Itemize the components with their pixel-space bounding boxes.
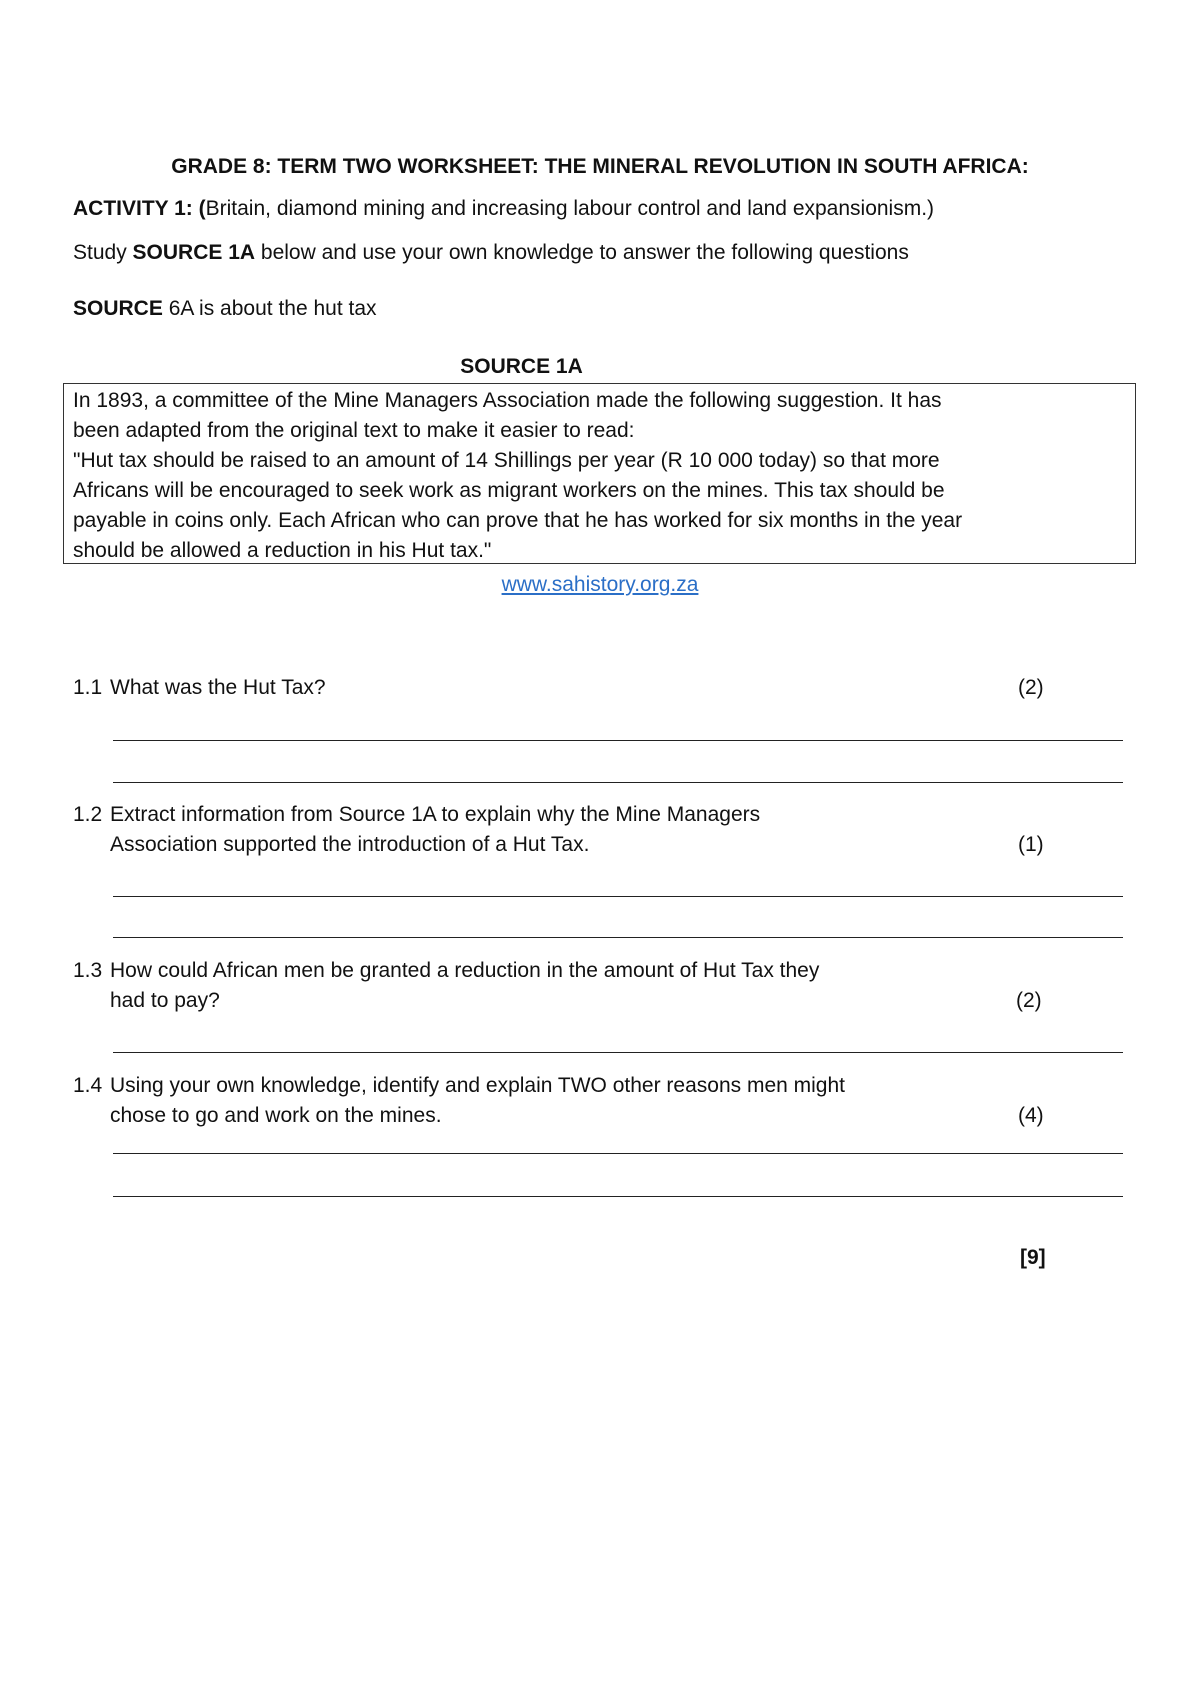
question-text: chose to go and work on the mines.	[110, 1104, 442, 1127]
answer-line[interactable]	[113, 1196, 1123, 1197]
worksheet-title: GRADE 8: TERM TWO WORKSHEET: THE MINERAL REVOLUTION IN SOUTH AFRICA:	[171, 155, 1029, 178]
question-text: Using your own knowledge, identify and explain TWO other reasons men might	[110, 1074, 845, 1097]
source-note	[73, 297, 377, 321]
question-marks: (1)	[1018, 833, 1044, 856]
question-marks: (4)	[1018, 1104, 1044, 1127]
source-line: payable in coins only. Each African who can prove that he has worked for six months in the year	[73, 509, 963, 532]
activity-line	[73, 197, 934, 221]
source-heading: SOURCE 1A	[460, 355, 583, 378]
source-note-label: SOURCE	[73, 297, 163, 320]
source-line: should be allowed a reduction in his Hut tax."	[73, 539, 492, 562]
source-link[interactable]: www.sahistory.org.za	[501, 573, 699, 596]
answer-line[interactable]	[113, 1153, 1123, 1154]
question-marks: (2)	[1018, 676, 1044, 699]
question-number: 1.2	[73, 803, 103, 826]
instruction-suffix: below and use your own knowledge to answer the following questions	[255, 241, 909, 264]
source-line: In 1893, a committee of the Mine Managers Association made the following suggestion. It has	[73, 389, 942, 412]
answer-line[interactable]	[113, 937, 1123, 938]
question-text: Association supported the introduction of a Hut Tax.	[110, 833, 590, 856]
question-text: How could African men be granted a reduction in the amount of Hut Tax they	[110, 959, 820, 982]
question-text: What was the Hut Tax?	[110, 676, 326, 699]
instruction-line	[73, 241, 909, 265]
instruction-prefix: Study	[73, 241, 133, 264]
answer-line[interactable]	[113, 782, 1123, 783]
source-line: Africans will be encouraged to seek work as migrant workers on the mines. This tax should be	[73, 479, 945, 502]
question-marks: (2)	[1016, 989, 1042, 1012]
activity-text: Britain, diamond mining and increasing labour control and land expansionism.)	[205, 197, 935, 220]
source-note-text: 6A is about the hut tax	[162, 297, 377, 320]
question-text: had to pay?	[110, 989, 220, 1012]
answer-line[interactable]	[113, 740, 1123, 741]
source-line: been adapted from the original text to make it easier to read:	[73, 419, 635, 442]
answer-line[interactable]	[113, 896, 1123, 897]
source-box	[63, 383, 1136, 564]
question-number: 1.1	[73, 676, 103, 699]
question-number: 1.3	[73, 959, 103, 982]
activity-label: ACTIVITY 1: (	[73, 197, 206, 220]
answer-line[interactable]	[113, 1052, 1123, 1053]
total-marks: [9]	[1020, 1246, 1046, 1269]
question-text: Extract information from Source 1A to explain why the Mine Managers	[110, 803, 761, 826]
source-line: "Hut tax should be raised to an amount of 14 Shillings per year (R 10 000 today) so that more	[73, 449, 940, 472]
question-number: 1.4	[73, 1074, 103, 1097]
instruction-source: SOURCE 1A	[132, 241, 256, 264]
